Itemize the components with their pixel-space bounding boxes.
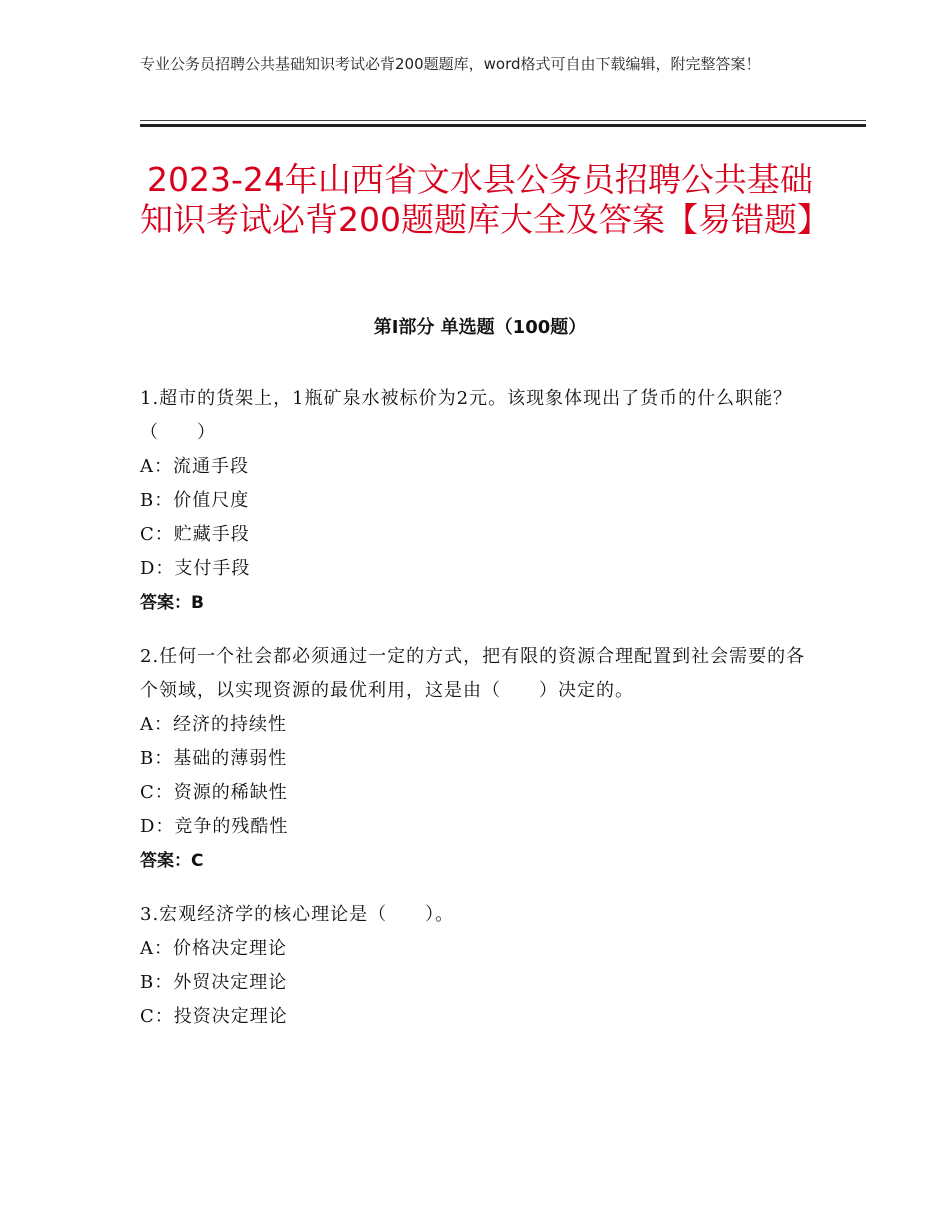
answer-label: 答案： xyxy=(140,593,191,613)
header-divider-thick xyxy=(140,124,866,127)
question-list xyxy=(140,382,820,1054)
header-text: 专业公务员招聘公共基础知识考试必背200题题库，word格式可自由下载编辑，附完整答案！ xyxy=(140,55,761,73)
question-3 xyxy=(140,898,820,1034)
option-a: A：经济的持续性 xyxy=(140,714,287,735)
answer-line xyxy=(140,586,820,620)
answer-value: C xyxy=(191,851,204,871)
option-c: C：投资决定理论 xyxy=(140,1006,288,1027)
document-title: 2023-24年山西省文水县公务员招聘公共基础知识考试必背200题题库大全及答案【易错题】 xyxy=(140,160,830,239)
option-c: C：资源的稀缺性 xyxy=(140,782,288,803)
header-divider-thin xyxy=(140,120,866,121)
option-b: B：价值尺度 xyxy=(140,490,250,511)
question-1 xyxy=(140,382,820,620)
option-d: D：竞争的残酷性 xyxy=(140,816,289,837)
option-c: C：贮藏手段 xyxy=(140,524,250,545)
option-b: B：外贸决定理论 xyxy=(140,972,288,993)
question-2 xyxy=(140,640,820,878)
option-b: B：基础的薄弱性 xyxy=(140,748,288,769)
option-a: A：价格决定理论 xyxy=(140,938,287,959)
option-a: A：流通手段 xyxy=(140,456,249,477)
question-stem: 2.任何一个社会都必须通过一定的方式，把有限的资源合理配置到社会需要的各个领域，以实现资源的最优利用，这是由（ ）决定的。 xyxy=(140,646,806,701)
question-stem: 3.宏观经济学的核心理论是（ ）。 xyxy=(140,904,455,925)
answer-value: B xyxy=(191,593,204,613)
question-stem: 1.超市的货架上，1瓶矿泉水被标价为2元。该现象体现出了货币的什么职能？（ ） xyxy=(140,388,793,443)
page-header xyxy=(140,52,820,76)
answer-label: 答案： xyxy=(140,851,191,871)
section-heading: 第Ⅰ部分 单选题（100题） xyxy=(373,317,587,338)
answer-line xyxy=(140,844,820,878)
option-d: D：支付手段 xyxy=(140,558,251,579)
